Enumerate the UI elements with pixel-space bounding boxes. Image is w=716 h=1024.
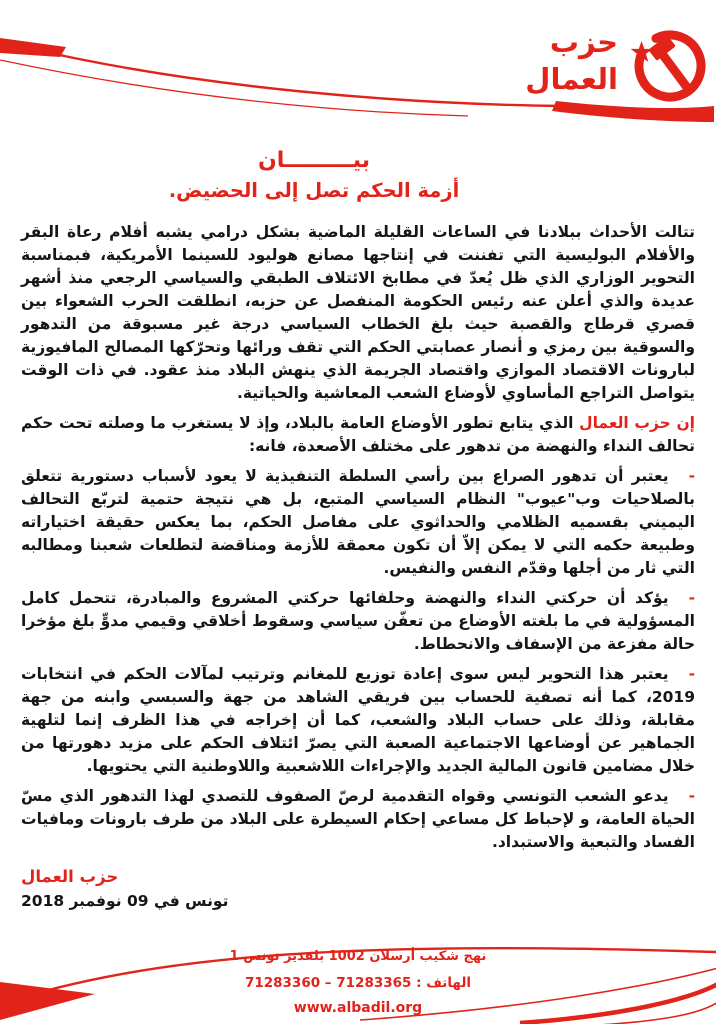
signature-block xyxy=(21,864,695,914)
bullet-item xyxy=(21,785,695,854)
bullet-dash-icon: - xyxy=(688,589,695,607)
paragraph-intro xyxy=(21,412,695,458)
statement-subtitle: أزمة الحكم تصل إلى الحضيض. xyxy=(168,179,460,202)
bullet-text: يعتبر هذا التحوير ليس سوى إعادة توزيع للمغانم وترتيب لمآلات الحكم في انتخابات 2019، كما أنه تصفية للحساب بين فريقي الشاهد من جهة والسبسي وابنه من جهة مقابلة، وذلك على حساب البلاد والشعب، كما أن إخراجه في هذا الظرف إنما لتلهية الجماهير عن أوضاعها الاجتماعية الصعبة التي يصرّ ائتلاف الحكم على مزيد دهورتها من خلال مضامين قانون المالية الجديد والإجراءات اللاشعبية واللاوطنية التي يحتويها. xyxy=(21,665,695,775)
bullet-text: يدعو الشعب التونسي وقواه التقدمية لرصّ الصفوف للتصدي لهذا التدهور الذي مسّ الحياة العامة، و لإحباط كل مساعي إحكام السيطرة على البلاد من طرف بارونات ومافيات الفساد والتبعية والاستبداد. xyxy=(21,787,695,851)
title-block xyxy=(0,146,716,206)
website-link[interactable]: www.albadil.org xyxy=(293,1000,423,1016)
hammer-icon xyxy=(648,35,686,86)
phone-line: الهاتف : 71283365 – 71283360 xyxy=(244,975,472,991)
party-name-line2: العمال xyxy=(525,62,618,96)
bullet-dash-icon: - xyxy=(688,665,695,683)
bullet-text: يؤكد أن حركتي النداء والنهضة وحلفائها حركتي المشروع والمبادرة، تتحمل كامل المسؤولية في ما بلغته الأوضاع من تعفّن سياسي وسقوط أخلاقي وقيمي مدوٍّ بلغ مؤخرا حالة مفزعة من الإسفاف والانحطاط. xyxy=(21,589,695,653)
footer-contact xyxy=(0,944,716,1020)
bullet-item xyxy=(21,587,695,656)
statement-body xyxy=(21,221,695,914)
bullet-text: يعتبر أن تدهور الصراع بين رأسي السلطة التنفيذية لا يعود لأسباب دستورية تتعلق بالصلاحيات وب"عيوب" النظام السياسي المتبع، بل هي نتيجة حتمية لتربّع التحالف اليميني بقسميه الظلامي والحداثوي على مفاصل الحكم، بما يعكس حقيقة اختياراته وطبيعة حكمه التي لا يمكن إلاّ أن تكون معمقة للأزمة ومناقضة لتطلعات شعبنا ومطالبه التي ثار من أجلها وقدّم النفس والنفيس. xyxy=(21,467,695,577)
party-name-line1: حزب xyxy=(549,25,618,59)
statement-title: بيـــــــــان xyxy=(258,148,370,173)
party-name-logo xyxy=(525,24,618,98)
address-line: 1 نهج شكيب أرسلان 1002 بلفدير تونس xyxy=(229,949,487,964)
bullet-dash-icon: - xyxy=(688,467,695,485)
bullet-item xyxy=(21,465,695,580)
signature-party: حزب العمال xyxy=(21,867,119,886)
bullet-item xyxy=(21,663,695,778)
paragraph-intro-rest: الذي يتابع تطور الأوضاع العامة بالبلاد، وإذ لا يستغرب ما وصلته تحت حكم تحالف النداء والنهضة من تدهور على مختلف الأصعدة، فانه: xyxy=(21,414,695,455)
party-name-inline: إن حزب العمال xyxy=(579,414,695,432)
signature-date: تونس في 09 نوفمبر 2018 xyxy=(21,892,229,910)
party-emblem-icon xyxy=(620,12,708,114)
bullet-dash-icon: - xyxy=(688,787,695,805)
paragraph-events: تتالت الأحداث ببلادنا في الساعات القليلة الماضية بشكل درامي يشبه أفلام رعاة البقر والأفلام البوليسية التي تفننت في إنتاجها مصانع هوليود للسينما الأمريكية، فبمناسبة التحوير الوزاري الذي ظل يُعدّ في مطابخ الائتلاف الطبقي والسياسي الرجعي منذ أشهر عديدة والذي أعلن عنه رئيس الحكومة المنفصل عن حزبه، انطلقت الحرب الشعواء بين قصري قرطاج والقصبة حيث بلغ الخطاب السياسي درجة غير مسبوقة من التدهور والسوقية بين رمزي و أنصار عصابتي الحكم التي تقف ورائها وتحرّكها المصالح المافيوزية لبارونات الاقتصاد الموازي واقتصاد الجريمة الذي ينهش البلاد منذ عقود. في ذات الوقت يتواصل التراجع المأساوي لأوضاع الشعب المعاشية والحياتية. xyxy=(21,223,695,402)
